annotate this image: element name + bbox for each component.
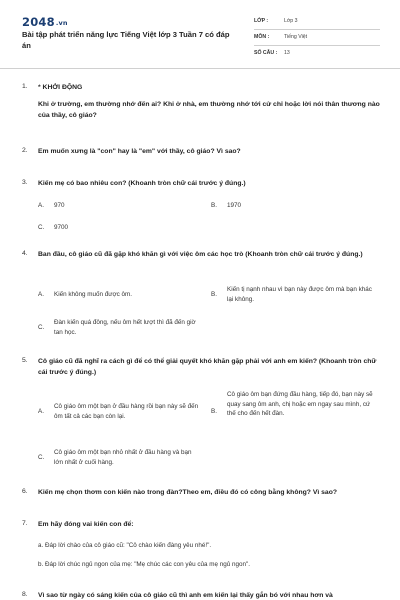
meta-table: [254, 16, 380, 64]
header-divider: [0, 68, 400, 69]
question-text: Khi ở trường, em thường nhớ đến ai? Khi ở nhà, em thường nhớ tới cử chỉ hoặc lời nói thân thương nào của thầy, cô giáo?: [38, 101, 380, 119]
option-letter: C.: [38, 324, 45, 331]
option-letter: A.: [38, 202, 44, 209]
question-text: Em hãy đóng vai kiến con để:: [38, 521, 134, 528]
question-heading: [38, 83, 380, 94]
question-text: Vì sao từ ngày có sáng kiến của cô giáo cũ thì anh em kiến lại thấy gắn bó với nhau hơn và: [38, 592, 333, 599]
star-marker: *: [38, 84, 41, 91]
meta-label: SỐ CÂU :: [254, 50, 278, 56]
meta-row-subject: [254, 32, 380, 46]
meta-value: Tiếng Việt: [284, 34, 308, 40]
meta-value: Lớp 3: [284, 18, 298, 24]
option-letter: B.: [211, 202, 217, 209]
question-number: 3.: [22, 179, 28, 186]
document-header: [0, 0, 400, 68]
option-letter: C.: [38, 224, 45, 231]
option-text: Đàn kiến quá đông, nếu ôm hết lượt thì đã đến giờ tan học.: [54, 319, 196, 336]
option-text: 9700: [54, 224, 69, 231]
question-number: 7.: [22, 520, 28, 527]
meta-label: LỚP :: [254, 18, 269, 24]
question-heading-text: KHỞI ĐỘNG: [42, 84, 83, 91]
meta-value: 13: [284, 50, 290, 56]
question-text: Ban đầu, cô giáo cũ đã gặp khó khăn gì với việc ôm các học trò (Khoanh tròn chữ cái trước ý đúng.): [38, 251, 363, 258]
site-logo[interactable]: [22, 15, 68, 29]
question-number: 4.: [22, 250, 28, 257]
question-text: Em muốn xưng là "con" hay là "em" với thầy, cô giáo? Vì sao?: [38, 148, 241, 155]
logo-main: 2048: [22, 15, 55, 29]
page-title: Bài tập phát triển năng lực Tiếng Việt lớp 3 Tuần 7 có đáp án: [22, 30, 230, 50]
option-letter: B.: [211, 408, 217, 415]
meta-label: MÔN :: [254, 34, 270, 40]
question-number: 1.: [22, 83, 28, 90]
meta-row-count: [254, 48, 380, 62]
answer-line-b: b. Đáp lời chúc ngủ ngon của mẹ: "Mẹ chúc các con yêu của mẹ ngủ ngon".: [38, 561, 250, 568]
option-text: Cô giáo ôm một bạn ở đầu hàng rồi bạn này sẽ đến ôm tất cả các bạn còn lại.: [54, 403, 199, 420]
question-number: 2.: [22, 147, 28, 154]
question-number: 6.: [22, 488, 28, 495]
option-text: Kiến không muốn được ôm.: [54, 291, 133, 298]
option-letter: C.: [38, 454, 45, 461]
option-text: Kiến tị nạnh nhau vì bạn này được ôm mà bạn khác lại không.: [227, 286, 372, 303]
answer-line-a: a. Đáp lời chào của cô giáo cũ: "Cô chào kiến đàng yêu nhé!".: [38, 542, 212, 549]
option-text: Cô giáo ôm một bạn nhỏ nhất ở đầu hàng và bạn lớn nhất ở cuối hàng.: [54, 449, 192, 466]
question-text: Cô giáo cũ đã nghĩ ra cách gì để có thể giải quyết khó khăn gặp phải với anh em kiến? (Khoanh tròn chữ cái trước ý đúng.): [38, 358, 377, 376]
option-text: Cô giáo ôm bạn đứng đầu hàng, tiếp đó, bạn này sẽ quay sang ôm anh, chị hoặc em ngay sau mình, cứ thế cho đến hết đàn.: [227, 391, 373, 417]
meta-row-class: [254, 16, 380, 30]
question-number: 8.: [22, 591, 28, 598]
option-text: 1970: [227, 202, 242, 209]
logo-suffix: .vn: [55, 19, 68, 27]
question-number: 5.: [22, 357, 28, 364]
option-letter: B.: [211, 291, 217, 298]
question-text: Kiến mẹ chọn thơm con kiến nào trong đàn?Theo em, điều đó có công bằng không? Vì sao?: [38, 489, 338, 496]
option-letter: A.: [38, 408, 44, 415]
question-text: Kiến mẹ có bao nhiêu con? (Khoanh tròn chữ cái trước ý đúng.): [38, 180, 246, 187]
option-text: 970: [54, 202, 65, 209]
option-letter: A.: [38, 291, 44, 298]
